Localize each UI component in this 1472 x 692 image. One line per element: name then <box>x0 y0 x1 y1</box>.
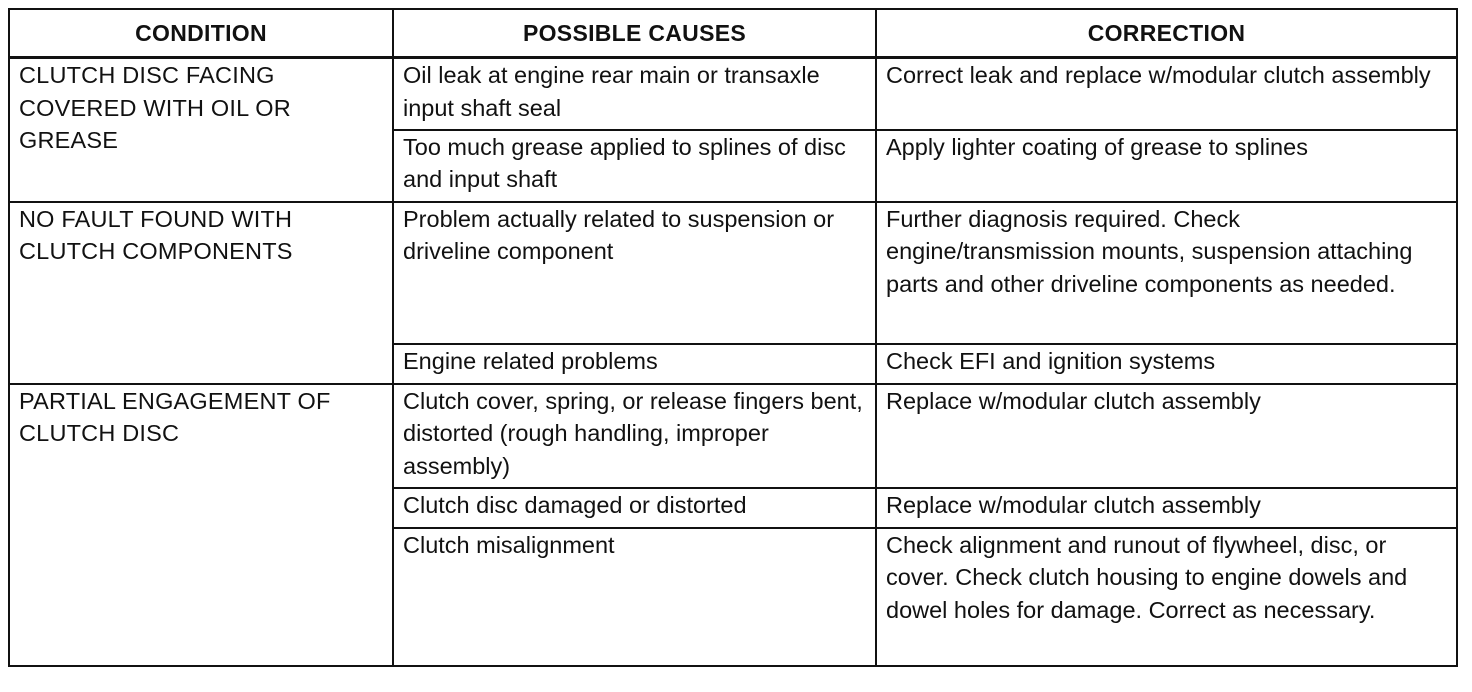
diagnosis-table-container <box>8 8 1458 667</box>
cause-cell <box>393 58 876 130</box>
correction-cell <box>876 130 1457 202</box>
cause-text: Problem actually related to suspension or driveline component <box>403 205 835 264</box>
cause-cell <box>393 528 876 666</box>
cause-cell <box>393 344 876 384</box>
clutch-diagnosis-table <box>8 8 1458 667</box>
correction-text: Check EFI and ignition systems <box>886 347 1216 374</box>
cause-text: Too much grease applied to splines of disc and input shaft <box>403 133 846 192</box>
header-condition: CONDITION <box>9 9 393 58</box>
condition-text: NO FAULT FOUND WITH CLUTCH COMPONENTS <box>19 205 293 264</box>
correction-cell <box>876 384 1457 488</box>
correction-text: Replace w/modular clutch assembly <box>886 387 1261 414</box>
cause-cell <box>393 202 876 344</box>
header-possible-causes: POSSIBLE CAUSES <box>393 9 876 58</box>
condition-text: PARTIAL ENGAGEMENT OF CLUTCH DISC <box>19 387 331 446</box>
correction-cell <box>876 202 1457 344</box>
cause-text: Oil leak at engine rear main or transaxle input shaft seal <box>403 62 820 121</box>
correction-cell <box>876 344 1457 384</box>
cause-text: Clutch disc damaged or distorted <box>403 491 747 518</box>
correction-cell <box>876 488 1457 528</box>
correction-text: Check alignment and runout of flywheel, disc, or cover. Check clutch housing to engine dowels and dowel holes for damage. Correct as necessary. <box>886 531 1408 623</box>
cause-cell <box>393 384 876 488</box>
cause-cell <box>393 488 876 528</box>
cause-cell <box>393 130 876 202</box>
condition-cell <box>9 58 393 202</box>
correction-text: Replace w/modular clutch assembly <box>886 491 1261 518</box>
correction-text: Further diagnosis required. Check engine/transmission mounts, suspension attaching parts and other driveline components as needed. <box>886 205 1413 297</box>
correction-cell <box>876 58 1457 130</box>
cause-text: Engine related problems <box>403 347 658 374</box>
correction-text: Correct leak and replace w/modular clutch assembly <box>886 62 1431 88</box>
condition-cell <box>9 202 393 384</box>
table-row <box>9 202 1457 344</box>
condition-cell <box>9 384 393 666</box>
correction-text: Apply lighter coating of grease to splines <box>886 133 1308 160</box>
cause-text: Clutch misalignment <box>403 531 615 558</box>
header-correction: CORRECTION <box>876 9 1457 58</box>
correction-cell <box>876 528 1457 666</box>
table-row <box>9 384 1457 488</box>
header-row <box>9 9 1457 58</box>
table-row <box>9 58 1457 130</box>
cause-text: Clutch cover, spring, or release fingers bent, distorted (rough handling, improper assembly) <box>403 387 863 479</box>
condition-text: CLUTCH DISC FACING COVERED WITH OIL OR GREASE <box>19 62 291 153</box>
